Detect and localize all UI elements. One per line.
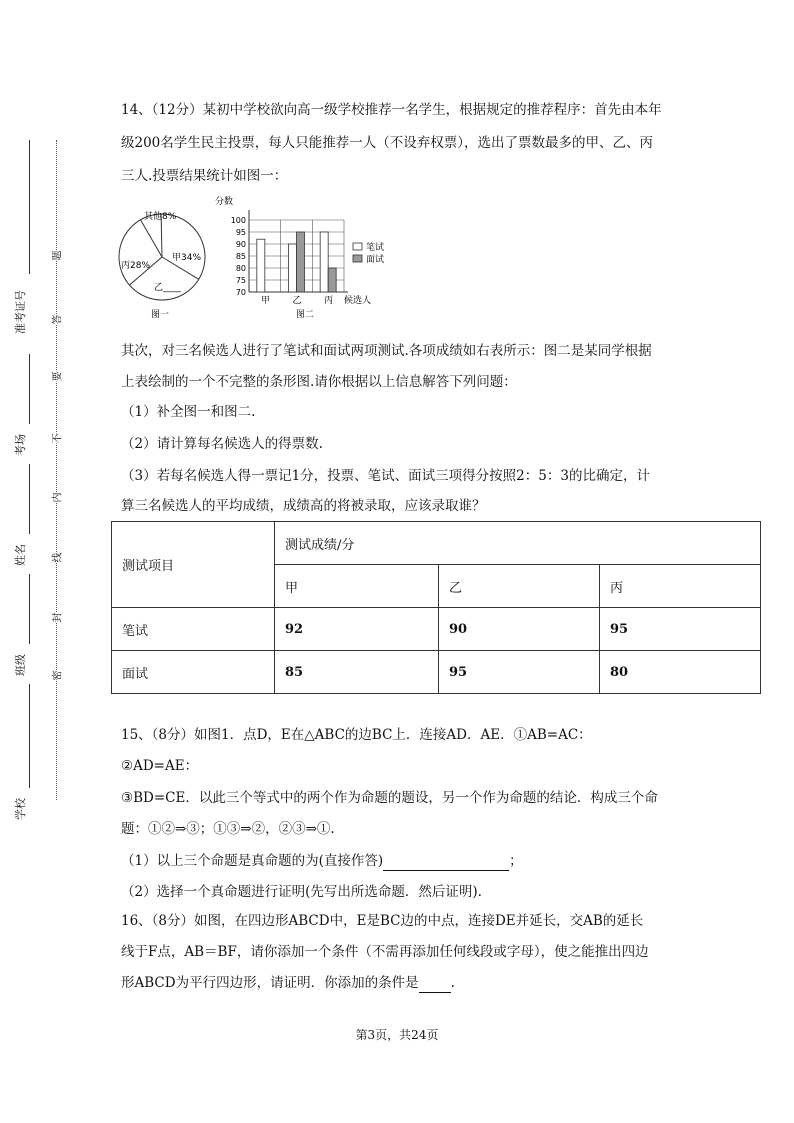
q15-text-line: 15、（8分）如图1．点D，E在△ABC的边BC上．连接AD．AE．①AB=AC：	[121, 727, 592, 743]
table-cell: 95	[600, 608, 761, 651]
seal-char: 不	[49, 434, 64, 444]
q16-line3-end: .	[450, 975, 455, 991]
pie-caption: 图一	[151, 310, 170, 320]
table-row	[112, 651, 761, 694]
side-underline-class	[29, 574, 30, 644]
seal-dotted-line	[56, 140, 57, 800]
x-tick-label: 丙	[324, 296, 334, 306]
seal-char: 封	[49, 613, 64, 623]
y-tick-label: 95	[235, 228, 246, 237]
table-cell: 笔试	[112, 608, 275, 651]
table-cell: 92	[275, 608, 439, 651]
side-label-exam-number: 准考证号	[14, 290, 27, 334]
q15-sub1-end: ；	[509, 853, 523, 869]
legend-swatch-interview	[353, 255, 362, 262]
page-footer: 第3页，共24页	[355, 1028, 439, 1042]
side-label-name: 姓名	[14, 544, 27, 566]
legend-label-written: 笔试	[366, 243, 385, 253]
side-label-class: 班级	[14, 654, 27, 676]
q16-text-line: 16、（8分）如图，在四边形ABCD中，E是BC边的中点，连接DE并延长，交AB的延长	[121, 913, 644, 929]
side-underline-name	[29, 464, 30, 534]
q16-line3-text: 形ABCD为平行四边形，请证明．你添加的条件是	[121, 975, 419, 991]
q14-text-line: 三人.投票结果统计如图一：	[121, 168, 288, 184]
chart-caption: 图二	[296, 310, 315, 320]
score-table	[111, 521, 761, 694]
side-underline-exam-room	[29, 354, 30, 424]
q15-text-line: ②AD=AE：	[121, 758, 199, 774]
table-header-candidate: 乙	[439, 565, 600, 608]
q14-text-line: 上表绘制的一个不完整的条形图.请你根据以上信息解答下列问题：	[121, 374, 517, 390]
q15-text-line: ③BD=CE．以此三个等式中的两个作为命题的题设，另一个作为命题的结论．构成三个命	[121, 790, 658, 806]
seal-char: 答	[49, 315, 64, 325]
pie-label-bing: 丙28%	[121, 261, 151, 271]
seal-char: 内	[49, 493, 64, 503]
q16-text-line: 线于F点，AB＝BF，请你添加一个条件（不需再添加任何线段或字母），使之能推出四边	[121, 944, 649, 960]
q14-text-line: 其次，对三名候选人进行了笔试和面试两项测试.各项成绩如右表所示：图二是某同学根据	[121, 343, 652, 359]
table-cell: 95	[439, 651, 600, 694]
bar-interview	[328, 268, 336, 292]
seal-char: 线	[49, 553, 64, 563]
side-label-exam-room: 考场	[14, 434, 27, 456]
pie-chart	[119, 210, 205, 320]
table-header-item: 测试项目	[112, 522, 275, 608]
pie-label-yi: 乙____	[154, 283, 182, 293]
chart-x-labels	[261, 295, 333, 306]
y-tick-label: 70	[235, 288, 246, 297]
q15-sub-question-2: （2）选择一个真命题进行证明(先写出所选命题．然后证明).	[121, 884, 482, 900]
bar-written	[257, 239, 265, 292]
q14-sub-question-2: （2）请计算每名候选人的得票数.	[121, 436, 323, 452]
legend-label-interview: 面试	[366, 255, 385, 265]
side-underline-school	[29, 684, 30, 788]
side-underline-exam-number	[29, 140, 30, 274]
chart-ylabel: 分数	[215, 197, 234, 207]
chart-legend	[353, 241, 384, 265]
pie-label-jia: 甲34%	[172, 253, 202, 263]
bar-written	[320, 232, 328, 292]
side-label-school: 学校	[14, 798, 27, 820]
seal-char: 要	[49, 372, 64, 382]
answer-blank[interactable]	[419, 976, 451, 993]
bar-written	[289, 244, 297, 292]
q14-sub-question-3: （3）若每名候选人得一票记1分，投票、笔试、面试三项得分按照2：5：3的比确定，计	[121, 468, 650, 484]
table-cell: 85	[275, 651, 439, 694]
table-cell: 面试	[112, 651, 275, 694]
q15-sub1-text: （1）以上三个命题是真命题的为(直接作答)	[121, 853, 384, 869]
q14-text-line: 级200名学生民主投票，每人只能推荐一人（不设弃权票），选出了票数最多的甲、乙、丙	[121, 135, 654, 151]
answer-blank[interactable]	[383, 854, 509, 871]
chart-bars	[257, 232, 336, 292]
figures	[116, 192, 406, 322]
legend-swatch-written	[353, 243, 362, 250]
table-header-score: 测试成绩/分	[275, 522, 761, 565]
y-tick-label: 100	[230, 216, 246, 225]
x-tick-label: 乙	[292, 296, 302, 306]
table-cell: 90	[439, 608, 600, 651]
y-tick-label: 80	[235, 264, 246, 273]
q14-text-line: 14、（12分）某初中学校欲向高一级学校推荐一名学生，根据规定的推荐程序：首先由本年	[121, 102, 662, 118]
q14-sub-question-3-cont: 算三名候选人的平均成绩，成绩高的将被录取，应该录取谁？	[121, 498, 486, 514]
q16-text-line	[121, 973, 455, 993]
x-tick-label: 甲	[260, 296, 270, 306]
table-row	[112, 608, 761, 651]
y-tick-label: 85	[235, 252, 246, 261]
bar-chart	[215, 195, 384, 320]
y-tick-label: 90	[235, 240, 246, 249]
pie-label-other: 其他8%	[144, 212, 177, 222]
q14-sub-question-1: （1）补全图一和图二.	[121, 404, 256, 420]
y-tick-label: 75	[235, 276, 246, 285]
chart-xlabel: 候选人	[344, 296, 372, 306]
table-row	[112, 522, 761, 565]
seal-char: 题	[49, 251, 64, 261]
table-cell: 80	[600, 651, 761, 694]
table-header-candidate: 甲	[275, 565, 439, 608]
q15-sub-question-1	[121, 851, 523, 871]
seal-char: 密	[49, 671, 64, 681]
q15-text-line: 题：①②⇒③；①③⇒②，②③⇒①.	[121, 821, 335, 837]
table-header-candidate: 丙	[600, 565, 761, 608]
bar-interview	[297, 232, 305, 292]
